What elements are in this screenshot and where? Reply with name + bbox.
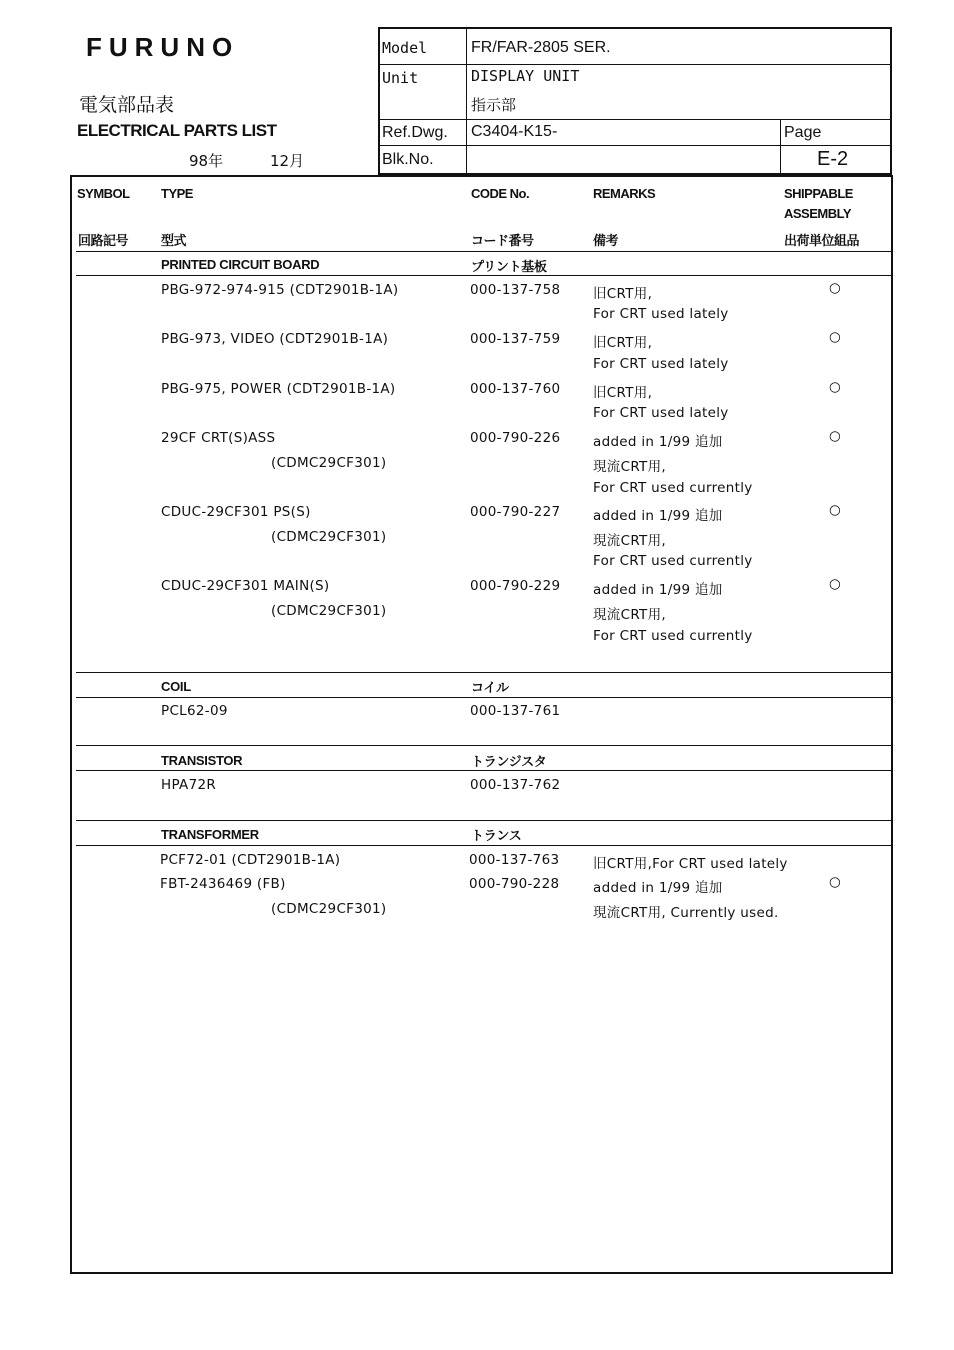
- part-code: 000-137-761: [470, 703, 561, 719]
- section-title-en: PRINTED CIRCUIT BOARD: [161, 257, 320, 272]
- part-remark: added in 1/99 追加: [593, 508, 723, 524]
- part-code: 000-137-760: [470, 381, 561, 397]
- col-type-jp: 型式: [161, 233, 187, 248]
- col-remarks-jp: 備考: [593, 233, 619, 248]
- part-remark: 旧CRT用,: [593, 385, 653, 401]
- part-type: PCF72-01 (CDT2901B-1A): [160, 852, 341, 868]
- part-type: PCL62-09: [161, 703, 228, 719]
- section-title-en: TRANSFORMER: [161, 827, 259, 842]
- col-type-en: TYPE: [161, 186, 193, 201]
- part-code: 000-137-763: [469, 852, 560, 868]
- shippable-mark: ○: [829, 874, 842, 890]
- date-month: 12月: [270, 152, 305, 170]
- part-remark: 現流CRT用,: [593, 459, 666, 475]
- part-remark: added in 1/99 追加: [593, 434, 723, 450]
- page-label: Page: [784, 124, 822, 141]
- part-remark: For CRT used lately: [593, 405, 729, 421]
- section-title-jp: トランス: [471, 828, 522, 843]
- table-rule: [76, 275, 892, 276]
- table-rule: [76, 251, 892, 252]
- header-divider: [378, 145, 892, 146]
- part-type: FBT-2436469 (FB): [160, 876, 286, 892]
- part-type: HPA72R: [161, 777, 217, 793]
- document-title-en: ELECTRICAL PARTS LIST: [77, 121, 277, 140]
- part-code: 000-790-228: [469, 876, 560, 892]
- part-type-sub: (CDMC29CF301): [271, 529, 387, 545]
- date-year: 98年: [189, 152, 224, 170]
- part-type-sub: (CDMC29CF301): [271, 603, 387, 619]
- shippable-mark: ○: [829, 379, 842, 395]
- part-type-sub: (CDMC29CF301): [271, 901, 387, 917]
- part-type-sub: (CDMC29CF301): [271, 455, 387, 471]
- table-rule: [76, 845, 892, 846]
- unit-value-jp: 指示部: [471, 96, 517, 114]
- header-divider: [378, 119, 892, 120]
- part-code: 000-137-762: [470, 777, 561, 793]
- part-remark: 旧CRT用,For CRT used lately: [593, 856, 788, 872]
- header-box: [378, 27, 892, 175]
- part-remark: For CRT used currently: [593, 628, 753, 644]
- col-code-en: CODE No.: [471, 186, 530, 201]
- part-type: 29CF CRT(S)ASS: [161, 430, 276, 446]
- part-type: CDUC-29CF301 PS(S): [161, 504, 311, 520]
- col-shippable-en-1: SHIPPABLE: [784, 186, 853, 201]
- shippable-mark: ○: [829, 280, 842, 296]
- unit-value-en: DISPLAY UNIT: [471, 67, 580, 85]
- header-divider: [378, 64, 892, 65]
- shippable-mark: ○: [829, 576, 842, 592]
- col-shippable-jp: 出荷単位組品: [784, 233, 860, 248]
- col-remarks-en: REMARKS: [593, 186, 656, 201]
- header-divider: [780, 119, 781, 175]
- page-number: E-2: [817, 148, 849, 170]
- part-type: PBG-975, POWER (CDT2901B-1A): [161, 381, 396, 397]
- section-title-en: TRANSISTOR: [161, 753, 243, 768]
- part-remark: For CRT used currently: [593, 480, 753, 496]
- part-type: PBG-972-974-915 (CDT2901B-1A): [161, 282, 399, 298]
- col-shippable-en-2: ASSEMBLY: [784, 206, 852, 221]
- part-code: 000-137-758: [470, 282, 561, 298]
- refdwg-label: Ref.Dwg.: [382, 124, 448, 141]
- document-title-jp: 電気部品表: [79, 94, 175, 116]
- shippable-mark: ○: [829, 329, 842, 345]
- part-type: CDUC-29CF301 MAIN(S): [161, 578, 330, 594]
- section-title-jp: プリント基板: [471, 259, 547, 274]
- part-remark: For CRT used lately: [593, 306, 729, 322]
- table-rule: [76, 745, 892, 746]
- part-remark: 旧CRT用,: [593, 286, 653, 302]
- part-remark: 旧CRT用,: [593, 335, 653, 351]
- part-remark: added in 1/99 追加: [593, 582, 723, 598]
- section-title-jp: トランジスタ: [471, 754, 547, 769]
- unit-label: Unit: [382, 69, 419, 87]
- part-code: 000-790-227: [470, 504, 561, 520]
- part-remark: 現流CRT用, Currently used.: [593, 905, 779, 921]
- col-symbol-jp: 回路記号: [78, 233, 129, 248]
- part-remark: 現流CRT用,: [593, 533, 666, 549]
- table-rule: [76, 697, 892, 698]
- header-divider: [466, 27, 467, 175]
- part-remark: For CRT used currently: [593, 553, 753, 569]
- model-label: Model: [382, 39, 428, 57]
- section-title-jp: コイル: [471, 680, 509, 695]
- part-code: 000-790-229: [470, 578, 561, 594]
- table-rule: [76, 820, 892, 821]
- blkno-label: Blk.No.: [382, 151, 434, 168]
- section-title-en: COIL: [161, 679, 191, 694]
- refdwg-value: C3404-K15-: [471, 123, 558, 140]
- part-remark: added in 1/99 追加: [593, 880, 723, 896]
- part-remark: For CRT used lately: [593, 356, 729, 372]
- part-code: 000-137-759: [470, 331, 561, 347]
- part-code: 000-790-226: [470, 430, 561, 446]
- shippable-mark: ○: [829, 502, 842, 518]
- model-value: FR/FAR-2805 SER.: [471, 39, 611, 56]
- col-code-jp: コード番号: [471, 233, 534, 248]
- part-remark: 現流CRT用,: [593, 607, 666, 623]
- brand-logo: FURUNO: [86, 32, 240, 62]
- table-rule: [76, 770, 892, 771]
- col-symbol-en: SYMBOL: [77, 186, 130, 201]
- shippable-mark: ○: [829, 428, 842, 444]
- table-rule: [76, 672, 892, 673]
- part-type: PBG-973, VIDEO (CDT2901B-1A): [161, 331, 389, 347]
